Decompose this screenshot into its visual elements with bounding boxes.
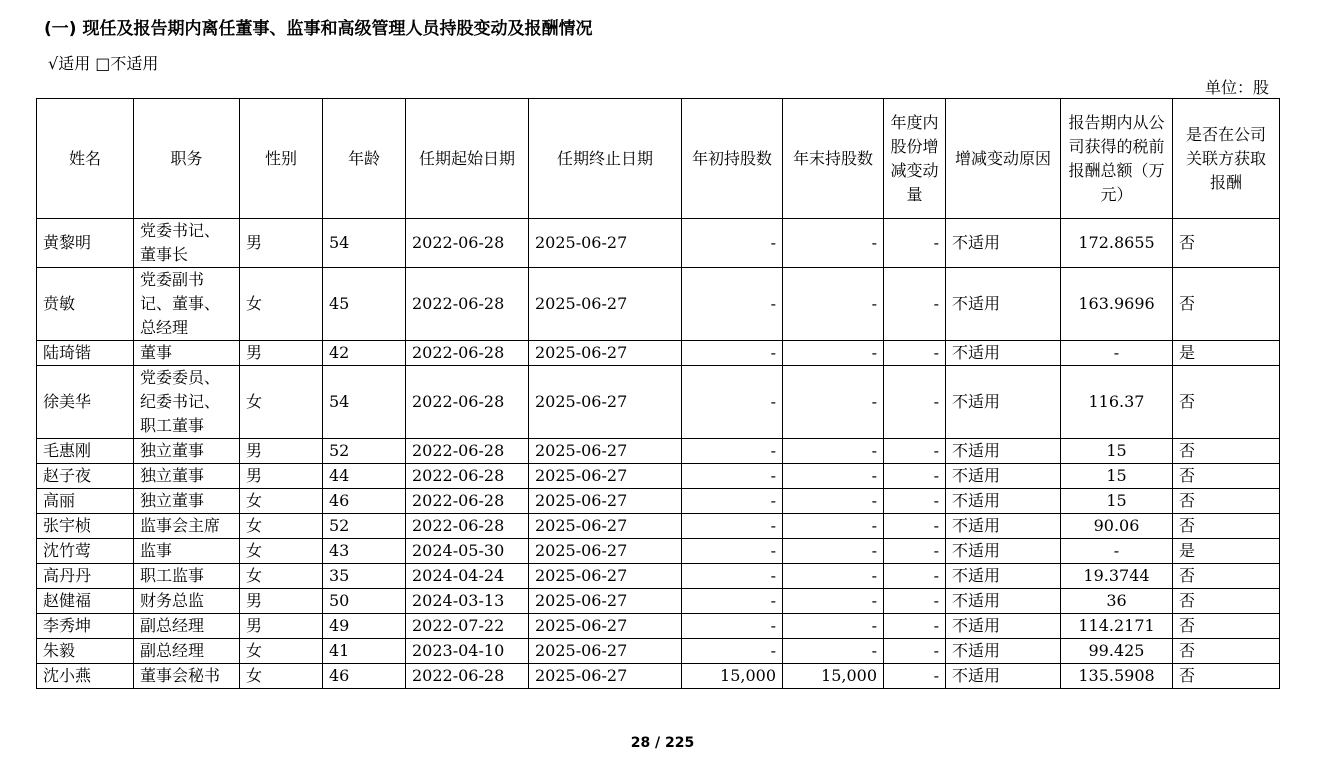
cell-gender: 男 — [240, 614, 323, 639]
cell-share-change: - — [884, 589, 946, 614]
cell-start-date: 2024-05-30 — [406, 539, 529, 564]
cell-begin-shares: - — [682, 219, 783, 268]
table-row — [37, 489, 1280, 514]
cell-related-pay: 否 — [1173, 464, 1280, 489]
cell-age: 43 — [323, 539, 406, 564]
cell-related-pay: 是 — [1173, 341, 1280, 366]
cell-start-date: 2022-06-28 — [406, 664, 529, 689]
cell-related-pay: 是 — [1173, 539, 1280, 564]
table-row — [37, 589, 1280, 614]
header-name: 姓名 — [37, 99, 134, 219]
cell-name: 毛惠刚 — [37, 439, 134, 464]
cell-change-reason: 不适用 — [946, 539, 1061, 564]
cell-name: 沈小燕 — [37, 664, 134, 689]
cell-gender: 女 — [240, 514, 323, 539]
cell-gender: 男 — [240, 589, 323, 614]
table-row — [37, 564, 1280, 589]
table-header-row — [37, 99, 1280, 219]
cell-related-pay: 否 — [1173, 564, 1280, 589]
cell-position: 独立董事 — [134, 464, 240, 489]
cell-age: 54 — [323, 366, 406, 439]
cell-change-reason: 不适用 — [946, 219, 1061, 268]
cell-pretax-pay: 19.3744 — [1061, 564, 1173, 589]
table-row — [37, 514, 1280, 539]
cell-related-pay: 否 — [1173, 639, 1280, 664]
cell-start-date: 2022-06-28 — [406, 439, 529, 464]
table-row — [37, 366, 1280, 439]
cell-start-date: 2022-06-28 — [406, 341, 529, 366]
table-row — [37, 268, 1280, 341]
header-change-reason: 增减变动原因 — [946, 99, 1061, 219]
cell-end-shares: - — [783, 268, 884, 341]
cell-end-date: 2025-06-27 — [529, 341, 682, 366]
cell-end-date: 2025-06-27 — [529, 664, 682, 689]
cell-start-date: 2022-06-28 — [406, 489, 529, 514]
cell-gender: 女 — [240, 489, 323, 514]
cell-end-date: 2025-06-27 — [529, 564, 682, 589]
shareholding-table — [36, 98, 1280, 689]
cell-gender: 男 — [240, 219, 323, 268]
cell-begin-shares: 15,000 — [682, 664, 783, 689]
cell-end-date: 2025-06-27 — [529, 489, 682, 514]
cell-age: 42 — [323, 341, 406, 366]
cell-name: 沈竹莺 — [37, 539, 134, 564]
cell-begin-shares: - — [682, 366, 783, 439]
cell-pretax-pay: 135.5908 — [1061, 664, 1173, 689]
section-title: (一) 现任及报告期内离任董事、监事和高级管理人员持股变动及报酬情况 — [44, 19, 593, 39]
cell-end-date: 2025-06-27 — [529, 366, 682, 439]
header-end-date: 任期终止日期 — [529, 99, 682, 219]
unit-label: 单位：股 — [1204, 78, 1269, 97]
cell-position: 财务总监 — [134, 589, 240, 614]
cell-end-date: 2025-06-27 — [529, 589, 682, 614]
cell-gender: 女 — [240, 268, 323, 341]
cell-pretax-pay: 36 — [1061, 589, 1173, 614]
cell-name: 张宇桢 — [37, 514, 134, 539]
cell-age: 49 — [323, 614, 406, 639]
cell-gender: 女 — [240, 564, 323, 589]
cell-share-change: - — [884, 564, 946, 589]
cell-pretax-pay: - — [1061, 341, 1173, 366]
cell-position: 副总经理 — [134, 639, 240, 664]
cell-name: 高丽 — [37, 489, 134, 514]
cell-begin-shares: - — [682, 489, 783, 514]
cell-age: 46 — [323, 489, 406, 514]
cell-age: 50 — [323, 589, 406, 614]
cell-end-shares: - — [783, 464, 884, 489]
cell-name: 徐美华 — [37, 366, 134, 439]
cell-change-reason: 不适用 — [946, 268, 1061, 341]
cell-share-change: - — [884, 489, 946, 514]
cell-name: 高丹丹 — [37, 564, 134, 589]
applicability-checkbox-line: √适用 □不适用 — [48, 54, 159, 73]
cell-position: 董事会秘书 — [134, 664, 240, 689]
cell-change-reason: 不适用 — [946, 514, 1061, 539]
cell-pretax-pay: 114.2171 — [1061, 614, 1173, 639]
cell-change-reason: 不适用 — [946, 589, 1061, 614]
cell-begin-shares: - — [682, 341, 783, 366]
cell-end-shares: - — [783, 614, 884, 639]
cell-pretax-pay: 116.37 — [1061, 366, 1173, 439]
page-number: 28 / 225 — [630, 735, 695, 751]
header-age: 年龄 — [323, 99, 406, 219]
cell-gender: 男 — [240, 341, 323, 366]
cell-related-pay: 否 — [1173, 614, 1280, 639]
cell-start-date: 2022-06-28 — [406, 464, 529, 489]
table-row — [37, 219, 1280, 268]
cell-name: 李秀坤 — [37, 614, 134, 639]
table-row — [37, 464, 1280, 489]
cell-start-date: 2022-07-22 — [406, 614, 529, 639]
cell-start-date: 2023-04-10 — [406, 639, 529, 664]
cell-position: 职工监事 — [134, 564, 240, 589]
cell-related-pay: 否 — [1173, 489, 1280, 514]
table-row — [37, 664, 1280, 689]
cell-name: 朱毅 — [37, 639, 134, 664]
cell-age: 41 — [323, 639, 406, 664]
cell-end-date: 2025-06-27 — [529, 219, 682, 268]
cell-gender: 女 — [240, 366, 323, 439]
cell-end-date: 2025-06-27 — [529, 439, 682, 464]
cell-change-reason: 不适用 — [946, 564, 1061, 589]
cell-change-reason: 不适用 — [946, 439, 1061, 464]
cell-share-change: - — [884, 341, 946, 366]
cell-end-date: 2025-06-27 — [529, 464, 682, 489]
cell-position: 党委委员、纪委书记、职工董事 — [134, 366, 240, 439]
cell-share-change: - — [884, 664, 946, 689]
cell-begin-shares: - — [682, 268, 783, 341]
header-related-pay: 是否在公司关联方获取报酬 — [1173, 99, 1280, 219]
cell-position: 监事 — [134, 539, 240, 564]
cell-end-shares: 15,000 — [783, 664, 884, 689]
cell-end-shares: - — [783, 564, 884, 589]
cell-name: 陆琦锴 — [37, 341, 134, 366]
table-row — [37, 539, 1280, 564]
cell-share-change: - — [884, 464, 946, 489]
cell-begin-shares: - — [682, 514, 783, 539]
cell-share-change: - — [884, 366, 946, 439]
cell-name: 黄黎明 — [37, 219, 134, 268]
cell-pretax-pay: 15 — [1061, 439, 1173, 464]
cell-start-date: 2022-06-28 — [406, 219, 529, 268]
cell-position: 党委书记、董事长 — [134, 219, 240, 268]
cell-gender: 女 — [240, 639, 323, 664]
cell-change-reason: 不适用 — [946, 639, 1061, 664]
table-row — [37, 341, 1280, 366]
cell-related-pay: 否 — [1173, 589, 1280, 614]
cell-start-date: 2022-06-28 — [406, 366, 529, 439]
cell-start-date: 2022-06-28 — [406, 268, 529, 341]
cell-gender: 男 — [240, 464, 323, 489]
cell-pretax-pay: 15 — [1061, 489, 1173, 514]
cell-change-reason: 不适用 — [946, 489, 1061, 514]
cell-begin-shares: - — [682, 564, 783, 589]
cell-pretax-pay: 99.425 — [1061, 639, 1173, 664]
cell-related-pay: 否 — [1173, 219, 1280, 268]
cell-position: 独立董事 — [134, 489, 240, 514]
cell-related-pay: 否 — [1173, 366, 1280, 439]
cell-end-shares: - — [783, 341, 884, 366]
cell-end-shares: - — [783, 219, 884, 268]
cell-share-change: - — [884, 439, 946, 464]
cell-position: 监事会主席 — [134, 514, 240, 539]
cell-age: 35 — [323, 564, 406, 589]
header-pretax-pay: 报告期内从公司获得的税前报酬总额（万元） — [1061, 99, 1173, 219]
cell-end-date: 2025-06-27 — [529, 639, 682, 664]
cell-begin-shares: - — [682, 439, 783, 464]
cell-age: 45 — [323, 268, 406, 341]
cell-begin-shares: - — [682, 589, 783, 614]
cell-share-change: - — [884, 219, 946, 268]
header-share-change: 年度内股份增减变动量 — [884, 99, 946, 219]
cell-end-shares: - — [783, 439, 884, 464]
cell-start-date: 2022-06-28 — [406, 514, 529, 539]
cell-name: 赵健福 — [37, 589, 134, 614]
cell-pretax-pay: - — [1061, 539, 1173, 564]
header-begin-shares: 年初持股数 — [682, 99, 783, 219]
cell-begin-shares: - — [682, 464, 783, 489]
cell-position: 党委副书记、董事、总经理 — [134, 268, 240, 341]
cell-age: 54 — [323, 219, 406, 268]
cell-name: 贲敏 — [37, 268, 134, 341]
cell-position: 董事 — [134, 341, 240, 366]
cell-change-reason: 不适用 — [946, 341, 1061, 366]
cell-age: 44 — [323, 464, 406, 489]
cell-position: 副总经理 — [134, 614, 240, 639]
cell-start-date: 2024-03-13 — [406, 589, 529, 614]
header-end-shares: 年末持股数 — [783, 99, 884, 219]
cell-change-reason: 不适用 — [946, 366, 1061, 439]
cell-end-date: 2025-06-27 — [529, 614, 682, 639]
cell-end-date: 2025-06-27 — [529, 268, 682, 341]
cell-share-change: - — [884, 614, 946, 639]
cell-end-shares: - — [783, 639, 884, 664]
cell-related-pay: 否 — [1173, 514, 1280, 539]
cell-begin-shares: - — [682, 614, 783, 639]
cell-end-shares: - — [783, 589, 884, 614]
cell-end-shares: - — [783, 366, 884, 439]
cell-end-shares: - — [783, 539, 884, 564]
header-position: 职务 — [134, 99, 240, 219]
cell-share-change: - — [884, 268, 946, 341]
cell-end-date: 2025-06-27 — [529, 514, 682, 539]
cell-end-shares: - — [783, 489, 884, 514]
cell-related-pay: 否 — [1173, 439, 1280, 464]
header-gender: 性别 — [240, 99, 323, 219]
cell-begin-shares: - — [682, 639, 783, 664]
cell-related-pay: 否 — [1173, 664, 1280, 689]
cell-share-change: - — [884, 639, 946, 664]
cell-end-shares: - — [783, 514, 884, 539]
cell-pretax-pay: 163.9696 — [1061, 268, 1173, 341]
cell-start-date: 2024-04-24 — [406, 564, 529, 589]
cell-gender: 女 — [240, 539, 323, 564]
cell-share-change: - — [884, 514, 946, 539]
cell-change-reason: 不适用 — [946, 464, 1061, 489]
cell-gender: 男 — [240, 439, 323, 464]
table-row — [37, 439, 1280, 464]
cell-begin-shares: - — [682, 539, 783, 564]
cell-change-reason: 不适用 — [946, 614, 1061, 639]
cell-gender: 女 — [240, 664, 323, 689]
cell-age: 46 — [323, 664, 406, 689]
cell-name: 赵子夜 — [37, 464, 134, 489]
table-row — [37, 614, 1280, 639]
cell-pretax-pay: 15 — [1061, 464, 1173, 489]
cell-pretax-pay: 90.06 — [1061, 514, 1173, 539]
cell-age: 52 — [323, 514, 406, 539]
header-start-date: 任期起始日期 — [406, 99, 529, 219]
table-row — [37, 639, 1280, 664]
cell-pretax-pay: 172.8655 — [1061, 219, 1173, 268]
cell-end-date: 2025-06-27 — [529, 539, 682, 564]
cell-change-reason: 不适用 — [946, 664, 1061, 689]
cell-share-change: - — [884, 539, 946, 564]
cell-related-pay: 否 — [1173, 268, 1280, 341]
cell-age: 52 — [323, 439, 406, 464]
cell-position: 独立董事 — [134, 439, 240, 464]
